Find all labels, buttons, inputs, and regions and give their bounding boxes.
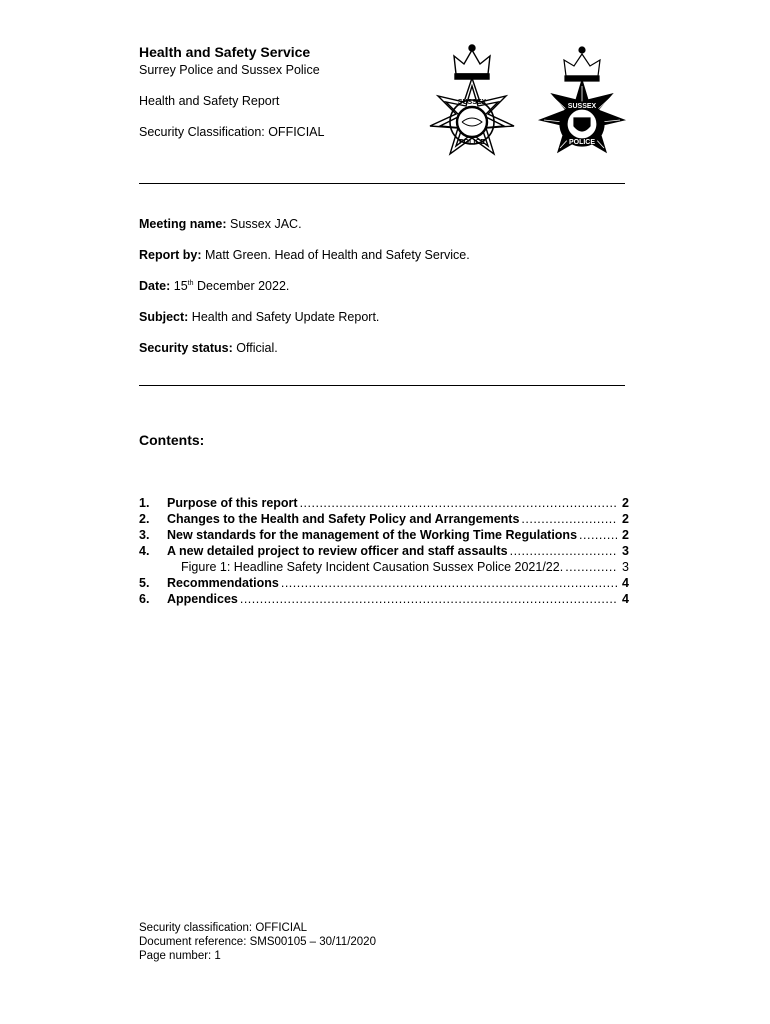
toc-title: Purpose of this report bbox=[167, 496, 298, 510]
date-day: 15 bbox=[170, 279, 188, 293]
toc-item[interactable] bbox=[139, 591, 629, 607]
page-title: Health and Safety Service bbox=[139, 44, 311, 60]
toc-leader bbox=[521, 511, 617, 527]
toc-item[interactable] bbox=[139, 543, 629, 559]
toc-page: 4 bbox=[622, 592, 629, 606]
security-status bbox=[139, 341, 278, 355]
subject-label: Subject: bbox=[139, 310, 189, 324]
toc-title: Changes to the Health and Safety Policy and Arrangements bbox=[167, 512, 520, 526]
report-type: Health and Safety Report bbox=[139, 94, 280, 108]
toc-leader bbox=[300, 495, 617, 511]
header-classification: Security Classification: OFFICIAL bbox=[139, 125, 325, 139]
report-by-value: Matt Green. Head of Health and Safety Service. bbox=[201, 248, 470, 262]
toc-title: A new detailed project to review officer and staff assaults bbox=[167, 544, 508, 558]
toc-page: 3 bbox=[622, 560, 629, 574]
crest-text: POLICE bbox=[458, 139, 486, 146]
toc-subitem[interactable] bbox=[139, 559, 629, 575]
toc-number: 2. bbox=[139, 512, 150, 526]
subject-value: Health and Safety Update Report. bbox=[188, 310, 380, 324]
toc-page: 3 bbox=[622, 544, 629, 558]
contents-heading: Contents: bbox=[139, 432, 205, 448]
date-suffix: th bbox=[187, 279, 194, 287]
report-by bbox=[139, 248, 470, 262]
divider bbox=[139, 183, 625, 184]
status-label: Security status: bbox=[139, 341, 233, 355]
toc-number: 3. bbox=[139, 528, 150, 542]
toc-title: Figure 1: Headline Safety Incident Causation Sussex Police 2021/22. bbox=[181, 560, 564, 574]
footer-page-number: Page number: 1 bbox=[139, 950, 221, 962]
date-rest: December 2022. bbox=[193, 279, 290, 293]
toc-page: 2 bbox=[622, 496, 629, 510]
toc-item[interactable] bbox=[139, 575, 629, 591]
toc-page: 2 bbox=[622, 512, 629, 526]
date-label: Date: bbox=[139, 279, 171, 293]
toc-leader bbox=[240, 591, 617, 607]
crest-text: POLICE bbox=[568, 139, 596, 146]
crest-text: SUSSEX bbox=[457, 99, 487, 106]
footer-reference: Document reference: SMS00105 – 30/11/2020 bbox=[139, 936, 376, 948]
toc-item[interactable] bbox=[139, 527, 629, 543]
report-date bbox=[139, 279, 289, 293]
page-footer bbox=[139, 921, 376, 963]
toc-leader bbox=[565, 559, 617, 575]
footer-classification: Security classification: OFFICIAL bbox=[139, 922, 308, 934]
status-value: Official. bbox=[232, 341, 278, 355]
organisation-name: Surrey Police and Sussex Police bbox=[139, 63, 320, 77]
toc-page: 2 bbox=[622, 528, 629, 542]
toc-item[interactable] bbox=[139, 495, 629, 511]
report-by-label: Report by: bbox=[139, 248, 202, 262]
report-subject bbox=[139, 310, 379, 324]
toc-number: 6. bbox=[139, 592, 150, 606]
meeting-label: Meeting name: bbox=[139, 217, 227, 231]
sussex-police-crest-logo bbox=[532, 40, 632, 168]
table-of-contents bbox=[139, 495, 629, 607]
toc-leader bbox=[281, 575, 617, 591]
crest-text: SUSSEX bbox=[567, 103, 597, 110]
meeting-name bbox=[139, 217, 302, 231]
toc-leader bbox=[510, 543, 617, 559]
surrey-police-crest-logo bbox=[418, 40, 526, 168]
divider bbox=[139, 385, 625, 386]
toc-page: 4 bbox=[622, 576, 629, 590]
toc-title: Appendices bbox=[167, 592, 238, 606]
toc-leader bbox=[579, 527, 617, 543]
toc-title: New standards for the management of the Working Time Regulations bbox=[167, 528, 578, 542]
toc-number: 5. bbox=[139, 576, 150, 590]
toc-number: 1. bbox=[139, 496, 150, 510]
toc-title: Recommendations bbox=[167, 576, 279, 590]
toc-number: 4. bbox=[139, 544, 150, 558]
toc-item[interactable] bbox=[139, 511, 629, 527]
meeting-value: Sussex JAC. bbox=[226, 217, 302, 231]
